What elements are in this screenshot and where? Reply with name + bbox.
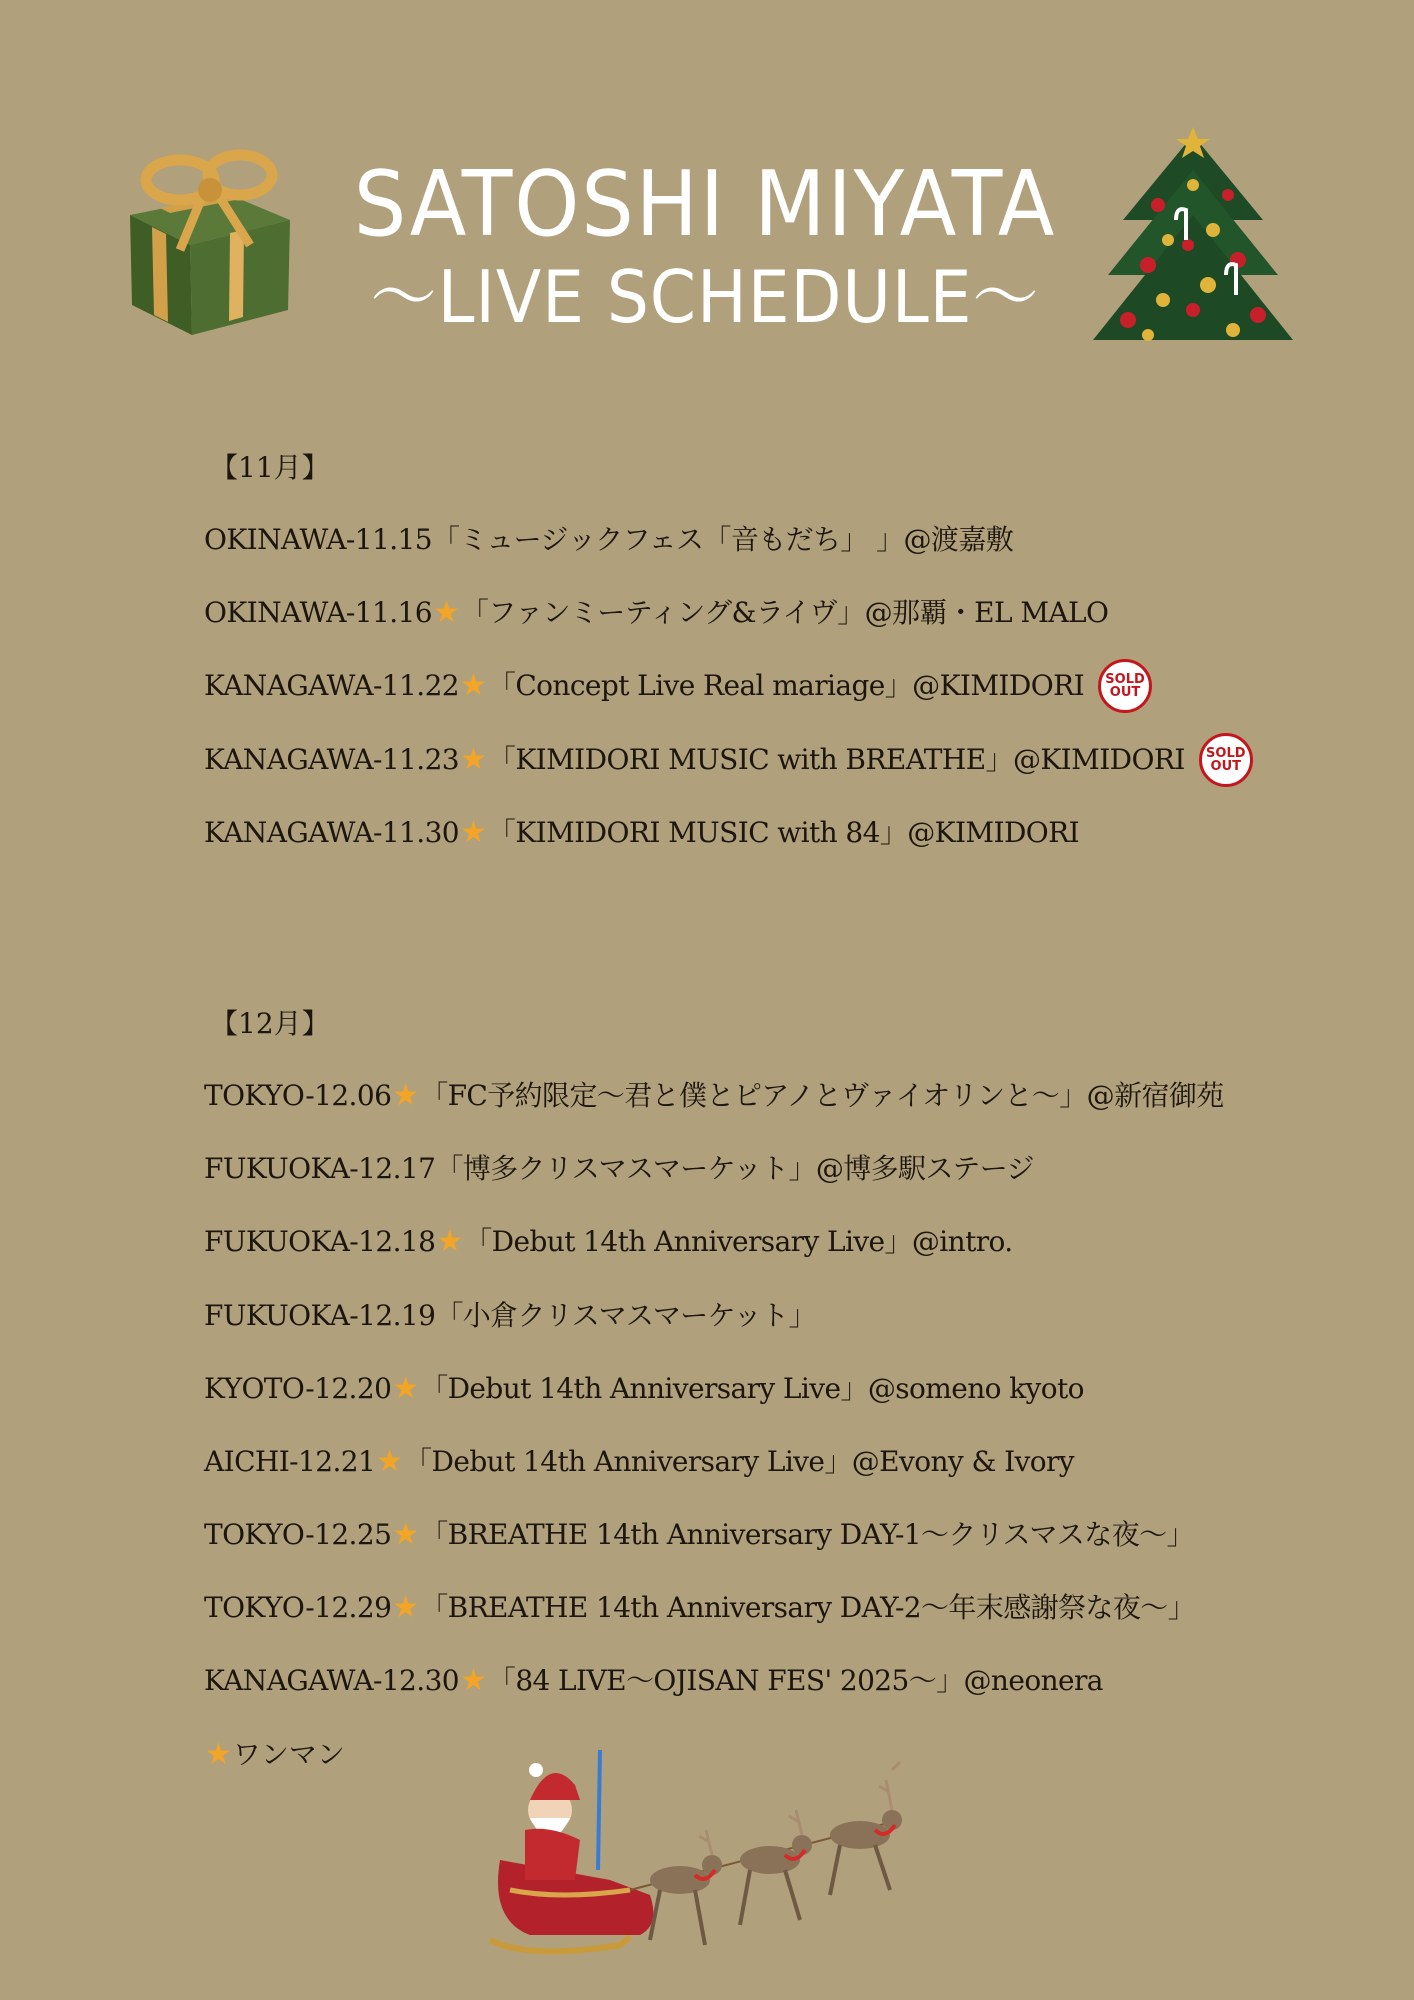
event-detail: 「小倉クリスマスマーケット」 — [435, 1298, 816, 1332]
star-icon: ★ — [460, 741, 487, 777]
event-venue: KYOTO-12.20 — [204, 1371, 392, 1405]
list-item — [204, 815, 1364, 851]
event-venue: KANAGAWA-11.22 — [204, 669, 460, 703]
list-item — [204, 1590, 1364, 1626]
event-venue: AICHI-12.21 — [204, 1444, 376, 1478]
sold-out-line1: SOLD — [1206, 745, 1246, 761]
list-item — [204, 1224, 1364, 1260]
list-item — [204, 1371, 1364, 1407]
event-detail: 「KIMIDORI MUSIC with BREATHE」@KIMIDORI — [487, 742, 1185, 776]
list-item — [204, 1444, 1364, 1480]
event-detail: 「BREATHE 14th Anniversary DAY-2〜年末感謝祭な夜〜」 — [420, 1591, 1196, 1625]
star-icon: ★ — [205, 1736, 232, 1772]
page-subtitle: 〜LIVE SCHEDULE〜 — [370, 255, 1040, 339]
event-venue: FUKUOKA-12.18 — [204, 1225, 436, 1259]
list-item — [204, 668, 1364, 704]
sold-out-badge — [1098, 659, 1152, 713]
gift-box-icon — [110, 145, 300, 340]
sold-out-line1: SOLD — [1105, 672, 1145, 688]
month-heading-november: 【11月】 — [210, 451, 330, 484]
star-icon: ★ — [460, 814, 487, 850]
event-venue: TOKYO-12.29 — [204, 1591, 392, 1625]
month-heading-december: 【12月】 — [210, 1006, 330, 1040]
list-item — [204, 1151, 1364, 1187]
event-venue: OKINAWA-11.16 — [204, 596, 432, 630]
sold-out-line2: OUT — [1210, 758, 1242, 774]
star-icon: ★ — [392, 1590, 420, 1626]
event-venue: KANAGAWA-11.30 — [204, 815, 460, 849]
list-item — [204, 742, 1364, 778]
event-detail: 「KIMIDORI MUSIC with 84」@KIMIDORI — [487, 815, 1080, 849]
event-venue: OKINAWA-11.15 — [204, 523, 432, 556]
santa-sleigh-reindeer-icon — [480, 1740, 940, 1970]
list-item — [204, 595, 1364, 631]
star-icon: ★ — [432, 595, 460, 631]
event-venue: FUKUOKA-12.19 — [204, 1298, 436, 1332]
star-icon: ★ — [392, 1077, 420, 1113]
event-venue: FUKUOKA-12.17 — [204, 1152, 436, 1186]
event-venue: KANAGAWA-12.30 — [204, 1664, 460, 1698]
star-icon: ★ — [436, 1224, 464, 1260]
list-item — [204, 522, 1364, 558]
star-icon: ★ — [460, 668, 487, 704]
event-venue: TOKYO-12.06 — [204, 1078, 392, 1112]
list-item — [204, 1517, 1364, 1553]
event-detail: 「ファンミーティング&ライヴ」@那覇・EL MALO — [460, 596, 1109, 630]
schedule-list — [204, 450, 1364, 1773]
sold-out-line2: OUT — [1109, 685, 1141, 701]
event-detail: 「Debut 14th Anniversary Live」@Evony & Ivory — [404, 1444, 1075, 1478]
star-icon: ★ — [460, 1663, 487, 1699]
event-detail: 「84 LIVE〜OJISAN FES' 2025〜」@neonera — [487, 1664, 1103, 1698]
star-icon: ★ — [376, 1443, 404, 1479]
month-spacer — [204, 888, 1364, 1006]
event-detail: 「Debut 14th Anniversary Live」@someno kyoto — [420, 1371, 1084, 1405]
star-icon: ★ — [392, 1517, 420, 1553]
event-venue: TOKYO-12.25 — [204, 1518, 392, 1552]
list-item — [204, 1298, 1364, 1334]
sold-out-badge — [1199, 733, 1253, 787]
event-detail: 「ミュージックフェス「音もだち」 」@渡嘉敷 — [431, 523, 1014, 556]
event-venue: KANAGAWA-11.23 — [204, 742, 460, 776]
list-item — [204, 1078, 1364, 1114]
header-title-block — [320, 152, 1090, 339]
event-detail: 「Concept Live Real mariage」@KIMIDORI — [487, 669, 1085, 703]
event-detail: 「BREATHE 14th Anniversary DAY-1〜クリスマスな夜〜」 — [420, 1518, 1194, 1552]
event-detail: 「FC予約限定〜君と僕とピアノとヴァイオリンと〜」@新宿御苑 — [420, 1078, 1224, 1112]
event-detail: 「Debut 14th Anniversary Live」@intro. — [464, 1225, 1013, 1259]
christmas-tree-icon — [1088, 125, 1298, 355]
page-title: SATOSHI MIYATA — [353, 152, 1057, 257]
star-icon: ★ — [392, 1370, 420, 1406]
legend-text: ワンマン — [232, 1737, 345, 1771]
list-item — [204, 1663, 1364, 1699]
event-detail: 「博多クリスマスマーケット」@博多駅ステージ — [435, 1152, 1034, 1186]
